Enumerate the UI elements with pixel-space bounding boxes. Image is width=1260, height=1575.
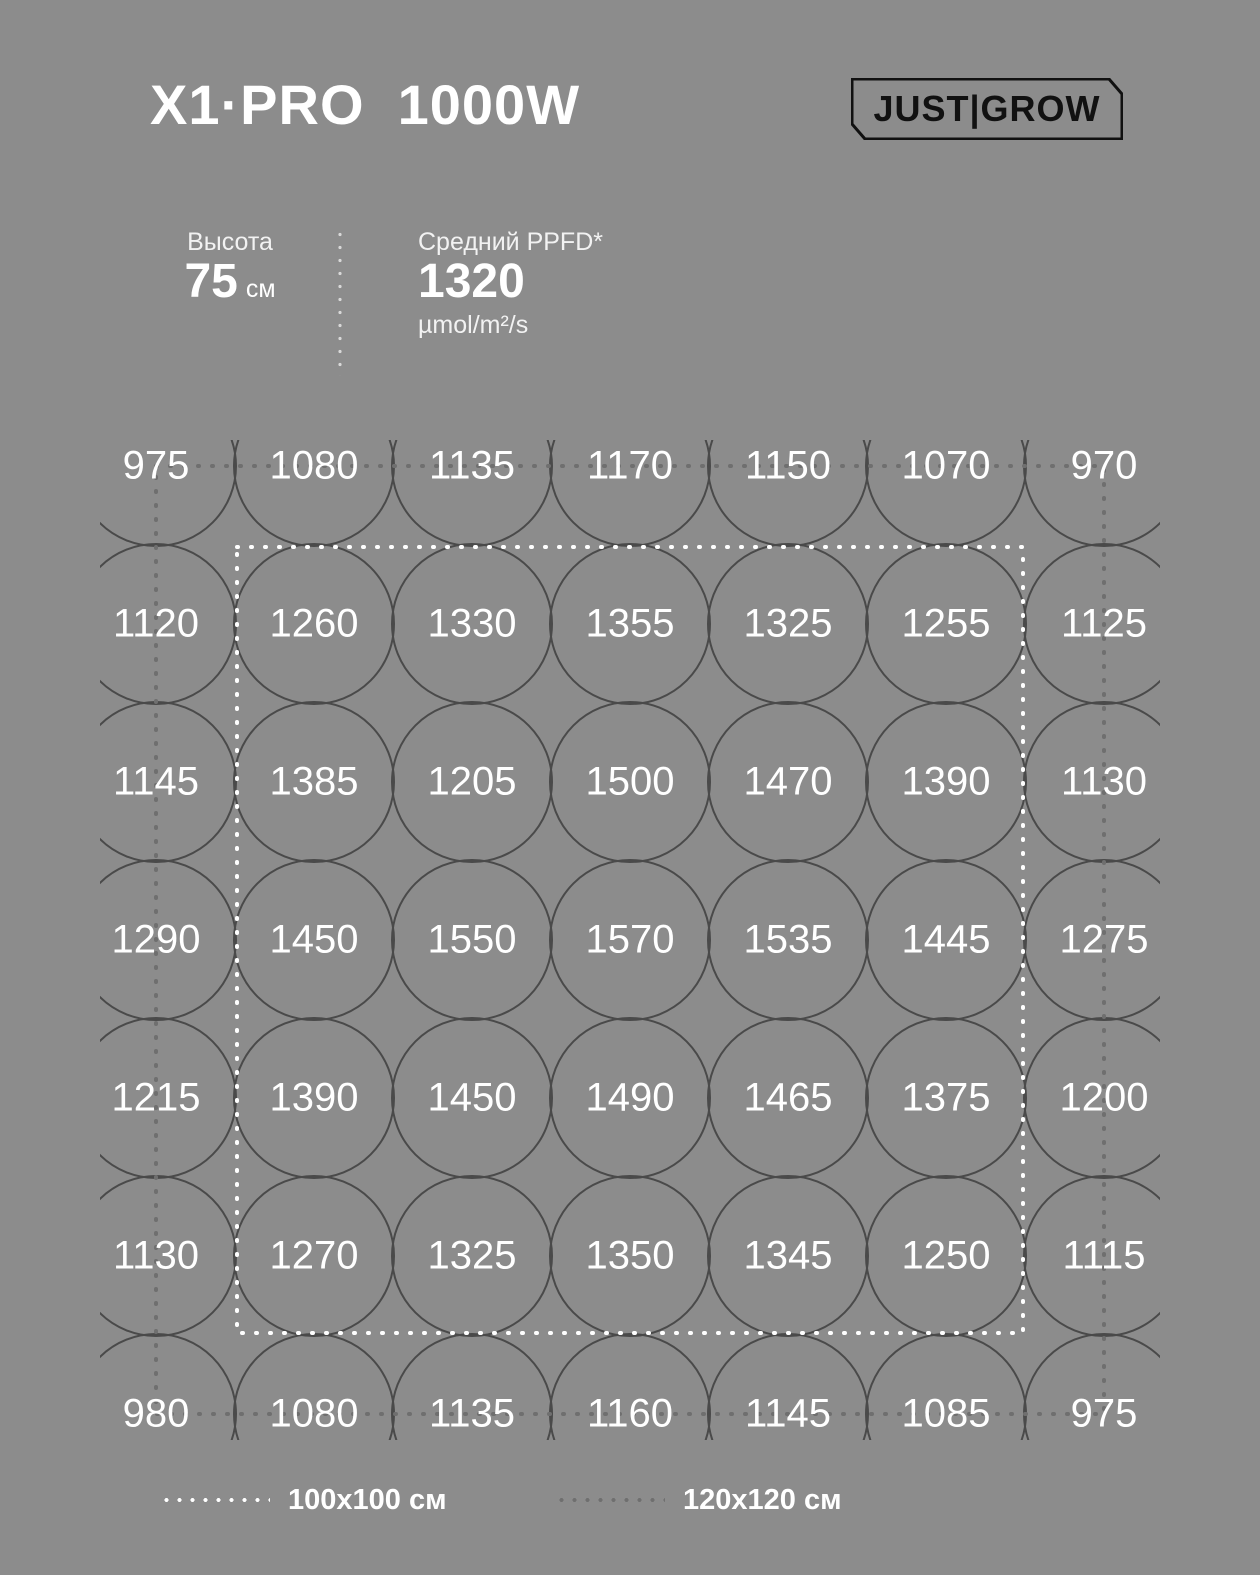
ppfd-cell-value: 1080: [269, 443, 359, 488]
ppfd-cell-value: 1550: [427, 917, 517, 962]
ppfd-cell-value: 1120: [112, 601, 200, 646]
height-value-row: [150, 257, 310, 307]
ppfd-cell-value: 975: [122, 443, 190, 488]
ppfd-cell-value: 1125: [1060, 601, 1148, 646]
ppfd-cell-value: 1390: [901, 759, 991, 804]
ppfd-cell-value: 1160: [586, 1391, 674, 1436]
legend: [140, 1480, 1120, 1530]
ppfd-cell-value: 1145: [112, 759, 200, 804]
ppfd-cell-value: 1170: [586, 443, 674, 488]
ppfd-cell-value: 1085: [901, 1391, 991, 1436]
ppfd-cell-value: 1080: [269, 1391, 359, 1436]
legend-item-100x100: [160, 1480, 447, 1520]
ppfd-cell-value: 1130: [1060, 759, 1148, 804]
brand-logo: [851, 78, 1123, 140]
ppfd-cell-value: 1260: [269, 601, 359, 646]
ppfd-cell-value: 980: [122, 1391, 190, 1436]
ppfd-cell-value: 1350: [585, 1233, 675, 1278]
ppfd-cell-value: 1325: [427, 1233, 517, 1278]
legend-swatch-100-icon: [160, 1498, 270, 1502]
brand-name: JUST|GROW: [873, 88, 1101, 129]
ppfd-cell-value: 1135: [428, 443, 516, 488]
page-title: X1·PRO 1000W: [150, 73, 581, 136]
ppfd-heatmap: [100, 440, 1160, 1440]
ppfd-cell-value: 1270: [269, 1233, 359, 1278]
ppfd-cell-value: 1135: [428, 1391, 516, 1436]
ppfd-cell-value: 1375: [901, 1075, 991, 1120]
ppfd-cell-value: 1325: [743, 601, 833, 646]
ppfd-cell-value: 1490: [585, 1075, 675, 1120]
stat-height: [150, 228, 310, 307]
header: [0, 0, 1260, 190]
stats-divider: [338, 228, 342, 376]
ppfd-cell-value: 1145: [744, 1391, 832, 1436]
ppfd-cell-value: 1445: [901, 917, 991, 962]
ppfd-cell-value: 1385: [269, 759, 359, 804]
ppfd-cell-value: 1070: [901, 443, 991, 488]
legend-label-120: 120x120 см: [683, 1483, 842, 1516]
ppfd-cell-value: 1115: [1062, 1233, 1146, 1278]
ppfd-cell-value: 1330: [427, 601, 517, 646]
stats-panel: [150, 228, 670, 398]
ppfd-cell-value: 1250: [901, 1233, 991, 1278]
ppfd-cell-value: 1345: [743, 1233, 833, 1278]
ppfd-cell-value: 1355: [585, 601, 675, 646]
ppfd-cell-value: 1500: [585, 759, 675, 804]
height-unit: см: [245, 275, 276, 303]
ppfd-cell-value: 970: [1070, 443, 1138, 488]
ppfd-label: Средний PPFD*: [418, 228, 603, 256]
ppfd-cell-value: 1275: [1059, 917, 1149, 962]
legend-label-100: 100x100 см: [288, 1483, 447, 1516]
ppfd-cell-value: 1450: [427, 1075, 517, 1120]
ppfd-value: 1320: [418, 255, 525, 308]
ppfd-unit: µmol/m²/s: [418, 311, 529, 340]
legend-item-120x120: [555, 1480, 842, 1520]
ppfd-cell-value: 1470: [743, 759, 833, 804]
ppfd-cell-value: 975: [1070, 1391, 1138, 1436]
ppfd-cell-value: 1200: [1059, 1075, 1149, 1120]
ppfd-cell-value: 1255: [901, 601, 991, 646]
ppfd-cell-value: 1390: [269, 1075, 359, 1120]
stat-ppfd: [418, 228, 603, 340]
legend-swatch-120-icon: [555, 1498, 665, 1502]
height-value: 75: [184, 255, 238, 308]
height-label: Высота: [187, 228, 273, 256]
ppfd-cell-value: 1465: [743, 1075, 833, 1120]
ppfd-cell-value: 1570: [585, 917, 675, 962]
ppfd-cell-value: 1535: [743, 917, 833, 962]
ppfd-cell-value: 1205: [427, 759, 517, 804]
ppfd-cell-value: 1450: [269, 917, 359, 962]
ppfd-cell-value: 1290: [111, 917, 201, 962]
ppfd-cell-value: 1215: [111, 1075, 201, 1120]
ppfd-cell-value: 1130: [112, 1233, 200, 1278]
ppfd-cell-value: 1150: [744, 443, 832, 488]
